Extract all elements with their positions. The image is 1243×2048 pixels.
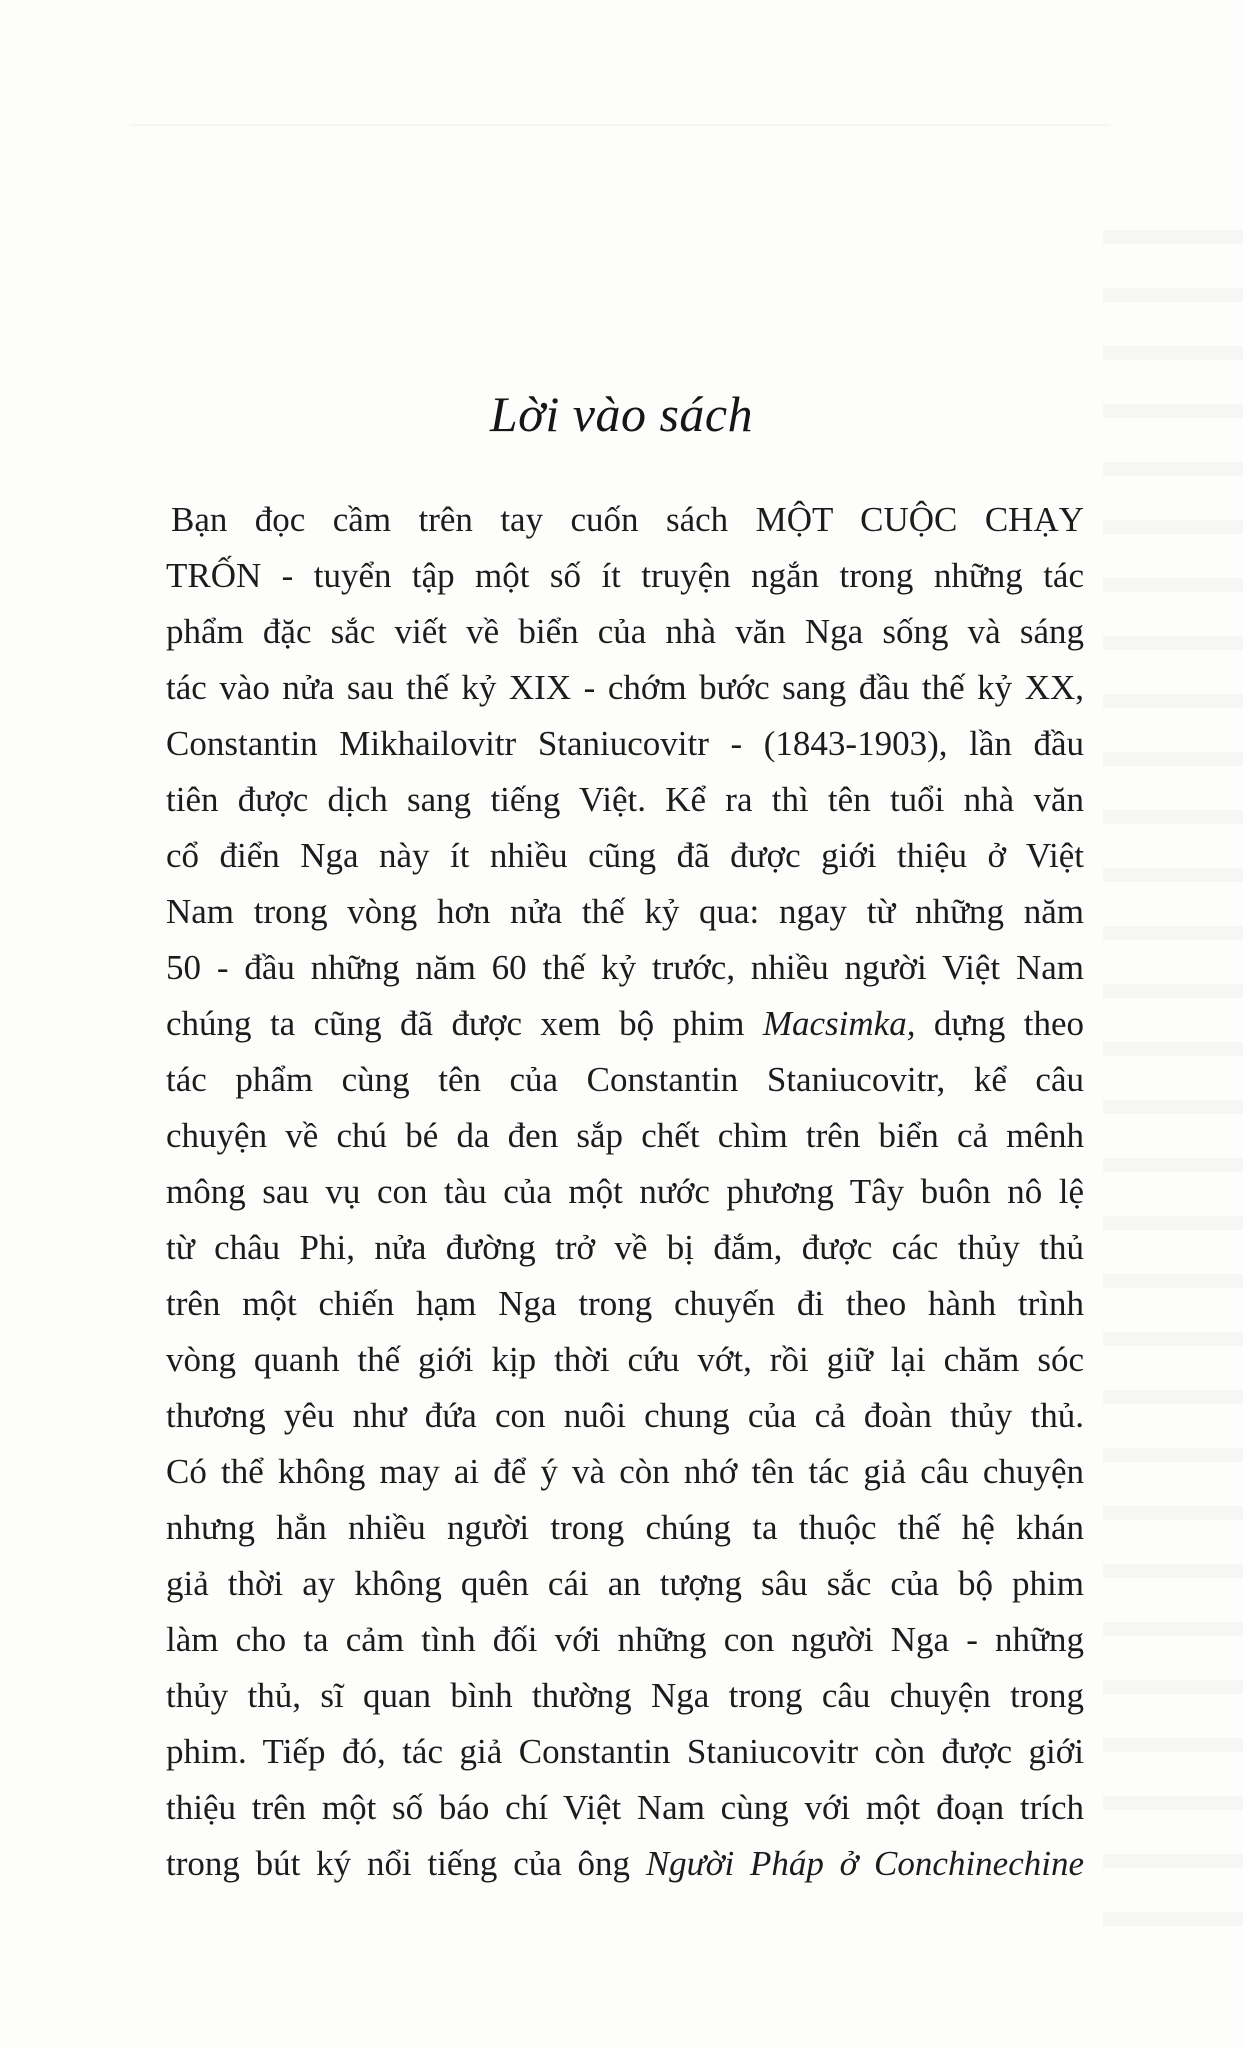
text-line: TRỐN - tuyển tập một số ít truyện ngắn trong những tác xyxy=(166,556,1084,595)
book-title: Người Pháp ở Conchinechine xyxy=(645,1844,1084,1883)
text-line-with-film-title xyxy=(166,996,1084,1052)
text-line: tiên được dịch sang tiếng Việt. Kể ra thì tên tuổi nhà văn xyxy=(166,780,1084,819)
film-title: Macsimka, xyxy=(762,1004,916,1043)
text-segment: trong bút ký nổi tiếng của ông xyxy=(166,1844,646,1883)
bleed-through-header xyxy=(130,100,1110,126)
text-line: phẩm đặc sắc viết về biển của nhà văn Nga sống và sáng xyxy=(166,612,1084,651)
text-line: vòng quanh thế giới kịp thời cứu vớt, rồi giữ lại chăm sóc xyxy=(166,1340,1084,1379)
bleed-through-text xyxy=(1103,230,1243,1930)
body-paragraph xyxy=(166,492,1084,1892)
text-line-with-book-title xyxy=(166,1836,1084,1892)
text-line: từ châu Phi, nửa đường trở về bị đắm, được các thủy thủ xyxy=(166,1228,1084,1267)
text-line: tác vào nửa sau thế kỷ XIX - chớm bước sang đầu thế kỷ XX, xyxy=(166,668,1084,707)
text-line: Nam trong vòng hơn nửa thế kỷ qua: ngay từ những năm xyxy=(166,892,1084,931)
text-line: nhưng hẳn nhiều người trong chúng ta thuộc thế hệ khán xyxy=(166,1508,1084,1547)
text-line: mông sau vụ con tàu của một nước phương Tây buôn nô lệ xyxy=(166,1172,1084,1211)
text-line: tác phẩm cùng tên của Constantin Staniucovitr, kể câu xyxy=(166,1060,1084,1099)
section-title: Lời vào sách xyxy=(489,386,754,442)
text-segment: chúng ta cũng đã được xem bộ phim xyxy=(166,1004,763,1043)
text-line: làm cho ta cảm tình đối với những con người Nga - những xyxy=(166,1620,1084,1659)
text-segment: dựng theo xyxy=(915,1004,1084,1043)
text-line: thương yêu như đứa con nuôi chung của cả đoàn thủy thủ. xyxy=(166,1396,1084,1435)
text-line: thủy thủ, sĩ quan bình thường Nga trong câu chuyện trong xyxy=(166,1676,1084,1715)
text-line: chuyện về chú bé da đen sắp chết chìm trên biển cả mênh xyxy=(166,1116,1084,1155)
text-line: 50 - đầu những năm 60 thế kỷ trước, nhiều người Việt Nam xyxy=(166,948,1084,987)
text-line: trên một chiến hạm Nga trong chuyến đi theo hành trình xyxy=(166,1284,1084,1323)
text-line: giả thời ay không quên cái an tượng sâu sắc của bộ phim xyxy=(166,1564,1084,1603)
text-line: Constantin Mikhailovitr Staniucovitr - (1843-1903), lần đầu xyxy=(166,724,1084,763)
text-line: cổ điển Nga này ít nhiều cũng đã được giới thiệu ở Việt xyxy=(166,836,1084,875)
text-line: phim. Tiếp đó, tác giả Constantin Staniucovitr còn được giới xyxy=(166,1732,1084,1771)
text-line: Có thể không may ai để ý và còn nhớ tên tác giả câu chuyện xyxy=(166,1452,1084,1491)
text-line: thiệu trên một số báo chí Việt Nam cùng với một đoạn trích xyxy=(166,1788,1084,1827)
text-line: Bạn đọc cầm trên tay cuốn sách MỘT CUỘC CHẠY xyxy=(171,500,1084,539)
